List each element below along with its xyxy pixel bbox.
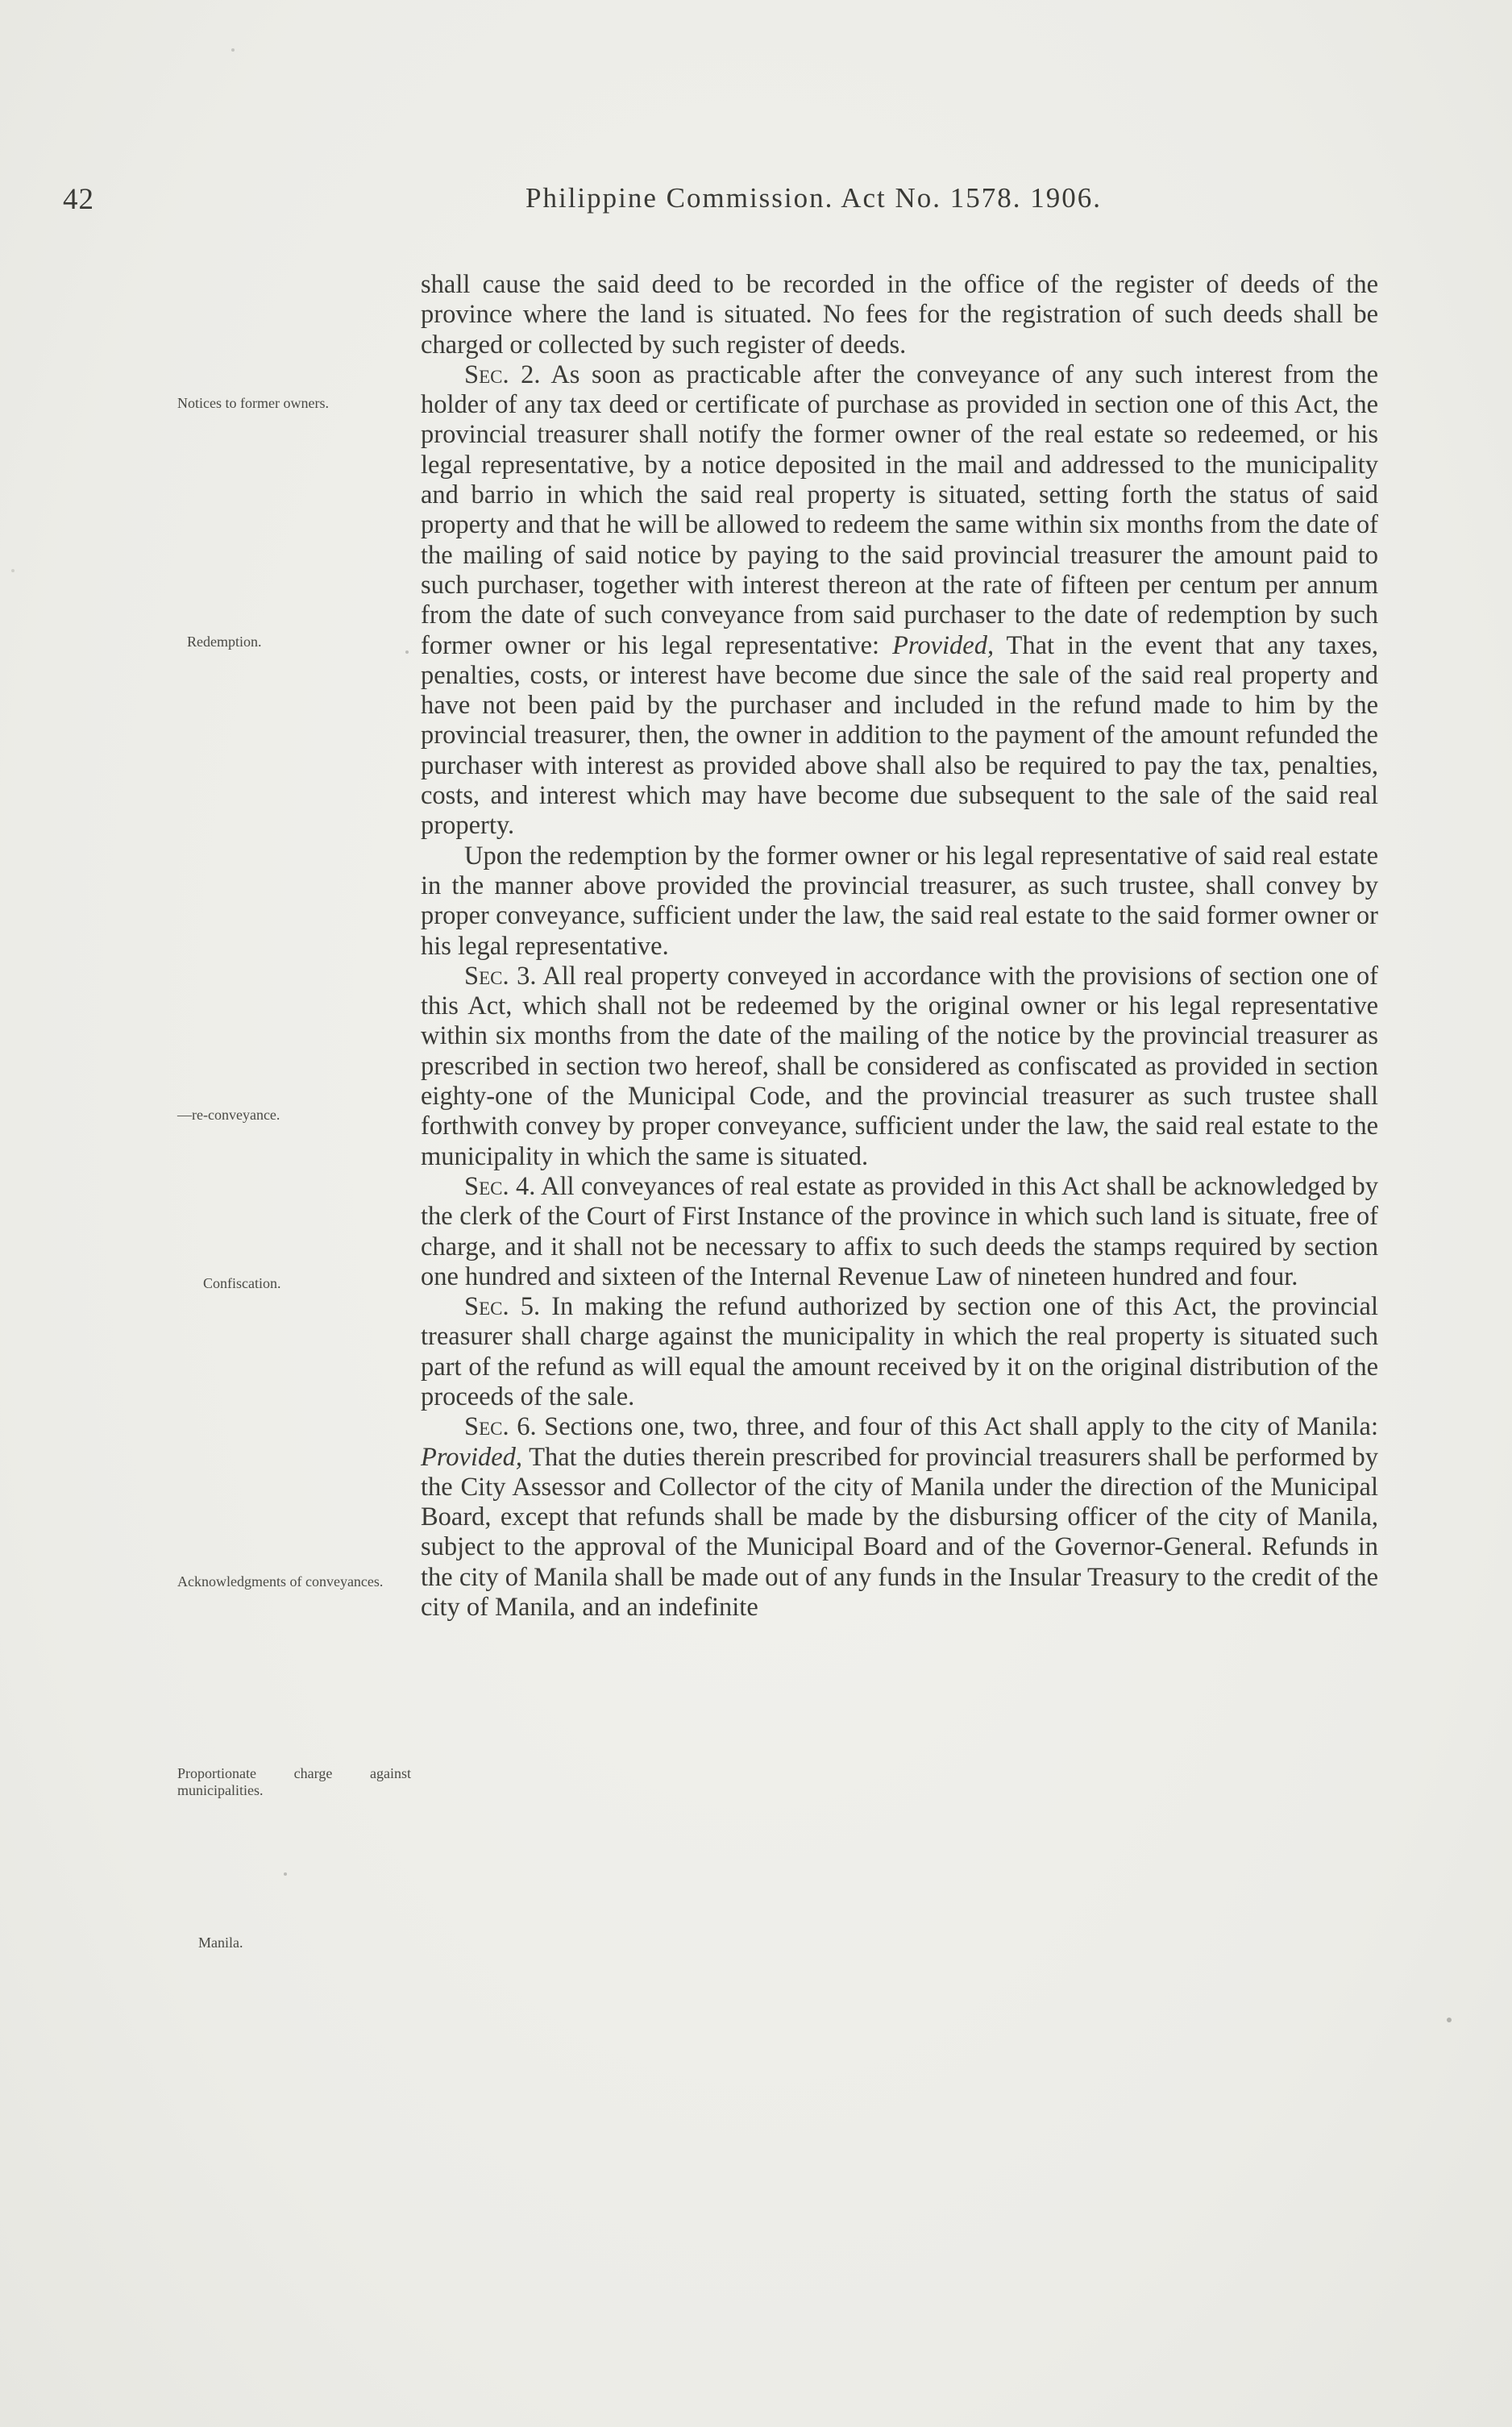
section-label: Sec. 6. [464, 1412, 537, 1442]
paragraph-text: That the duties therein prescribed for provincial treasurers shall be performed by the City Assessor and Collector of the city of Manila under the direction of the Municipal Board, except that refunds shall be made by the disbursing officer of the city of Manila, subject to the approval of the Municipal Board and of the Governor-General. Refunds in the city of Manila shall be made out of any funds in the Insular Treasury to the credit of the city of Manila, and an indefinite [421, 1442, 1378, 1623]
paragraph-sec-6 [421, 1412, 1378, 1623]
section-label: Sec. 5. [464, 1292, 541, 1322]
section-label: Sec. 2. [464, 359, 541, 389]
body-text [421, 270, 1378, 1623]
paragraph-text: shall cause the said deed to be recorded in the office of the register of deeds of the province where the land is situated. No fees for the registration of such deeds shall be charged or collected by such register of deeds. [421, 270, 1378, 359]
scan-speck [1447, 2018, 1452, 2022]
scan-speck [405, 650, 409, 654]
paragraph-sec-2 [421, 360, 1378, 842]
paragraph-text: All conveyances of real estate as provided in this Act shall be acknowledged by the clerk of the Court of First Instance of the province in which such land is situate, free of charge, and it shall not be necessary to affix to such deeds the stamps required by section one hundred and sixteen of the Internal Revenue Law of nineteen hundred and four. [421, 1171, 1378, 1291]
paragraph-text: As soon as practicable after the conveyance of any such interest from the holder of any tax deed or certificate of purchase as provided in section one of this Act, the provincial treasurer shall notify the former owner of the real estate so redeemed, or his legal representative, by a notice deposited in the mail and addressed to the municipality and barrio in which the said real property is situated, setting forth the status of said property and that he will be allowed to redeem the same within six months from the date of the mailing of said notice by paying to the said provincial treasurer the amount paid to such purchaser, together with interest thereon at the rate of fifteen per centum per annum from the date of such conveyance from said purchaser to the date of redemption by such former owner or his legal representative: [421, 359, 1379, 660]
paragraph-text: All real property conveyed in accordance with the provisions of section one of this Act, which shall not be redeemed by the original owner or his legal representative within six months from the date of the mailing of the notice by the provincial treasurer as prescribed in section two hereof, shall be considered as confiscated as provided in section eighty-one of the Municipal Code, and the provincial treasurer as such trustee shall forthwith convey by proper conveyance, sufficient under the law, the said real estate to the municipality in which the same is situated. [421, 961, 1378, 1171]
marginal-note-reconveyance: —re-conveyance. [177, 1107, 280, 1123]
paragraph-text: That in the event that any taxes, penalties, costs, or interest have become due since the sale of the said real property and have not been paid by the purchaser and included in the refund made to him by the provincial treasurer, then, the owner in addition to the payment of the amount refunded the purchaser with interest as provided above shall also be required to pay the tax, penalties, costs, and interest which may have become due subsequent to the sale of the said real property. [421, 630, 1378, 841]
proviso-italic: Provided, [421, 1442, 523, 1472]
marginal-note-notices: Notices to former owners. [177, 395, 329, 411]
scan-speck [284, 1872, 287, 1876]
section-label: Sec. 3. [464, 961, 537, 991]
paragraph [421, 842, 1378, 962]
paragraph-text: Sections one, two, three, and four of this Act shall apply to the city of Manila: [536, 1412, 1378, 1442]
marginal-note-confiscation: Confiscation. [203, 1275, 281, 1291]
scan-speck [231, 48, 235, 52]
paragraph-sec-4 [421, 1172, 1378, 1292]
marginal-note-redemption: Redemption. [187, 634, 262, 650]
paragraph-text: In making the refund authorized by section one of this Act, the provincial treasurer shall charge against the municipality in which the real property is situated such part of the refund as will equal the amount received by it on the original distribution of the proceeds of the sale. [421, 1292, 1378, 1411]
marginal-note-acknowledgments: Acknowledgments of conveyances. [177, 1573, 384, 1590]
scan-speck [11, 569, 15, 572]
running-head: Philippine Commission. Act No. 1578. 1906. [525, 182, 1103, 214]
marginal-note-proportionate-charge: Proportionate charge against municipalities. [177, 1765, 411, 1798]
proviso-italic: Provided, [892, 630, 995, 660]
section-label: Sec. 4. [464, 1171, 536, 1201]
paragraph-sec-3 [421, 962, 1378, 1172]
marginal-note-manila: Manila. [198, 1935, 243, 1951]
page-number: 42 [63, 183, 94, 216]
paragraph [421, 270, 1378, 360]
paragraph-sec-5 [421, 1292, 1378, 1412]
paragraph-text: Upon the redemption by the former owner or his legal representative of said real estate in the manner above provided the provincial treasurer, as such trustee, shall convey by proper conveyance, sufficient under the law, the said real estate to the said former owner or his legal representative. [421, 841, 1378, 961]
